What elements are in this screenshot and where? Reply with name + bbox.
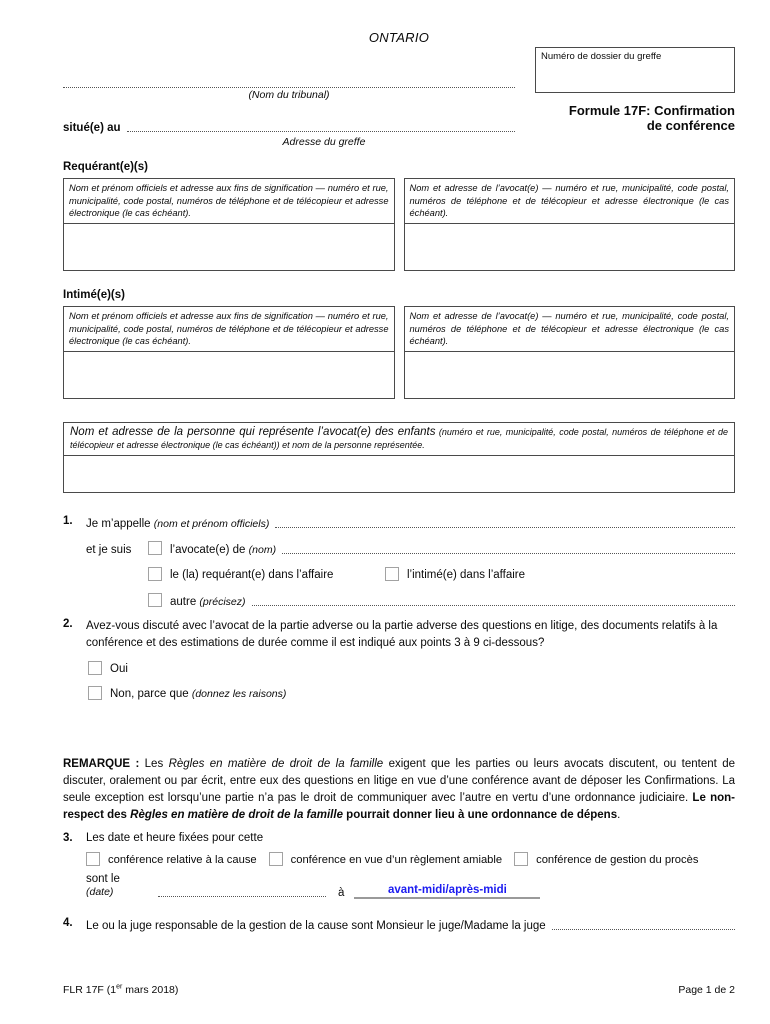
question-3-body [86, 832, 735, 899]
children-representative-box [63, 422, 735, 493]
province-title: ONTARIO [368, 30, 430, 45]
q4-judge-name-line[interactable] [552, 917, 735, 930]
form-title-line1: Formule 17F: Confirmation [568, 103, 735, 118]
q1-applicant-option [148, 567, 385, 582]
q2-question-text: Avez-vous discuté avec l’avocat de la partie adverse ou la partie adverse des questions en litige, des documents relatifs à la conférence et des estimations de durée comme il est indiqué aux points 3 à 9 ci-dessous? [86, 620, 718, 649]
note-bold-prefix: Le non-respect des [63, 792, 735, 821]
q1-name-line[interactable] [275, 515, 735, 528]
respondent-lawyer-box [404, 306, 736, 399]
question-4-body [86, 917, 735, 932]
q1-respondent-label: l’intimé(e) dans l’affaire [407, 568, 526, 581]
respondent-party-box [63, 306, 395, 399]
applicant-box-row [63, 178, 735, 271]
q1-and-i-am: et je suis [86, 544, 132, 556]
question-1 [63, 515, 735, 608]
children-representative-fill[interactable] [64, 456, 734, 492]
children-representative-caption-details: (numéro et rue, municipalité, code postal, numéros de téléphone et de télécopieur et adresse électronique (le cas échéant)) et nom de la personne représentée. [70, 427, 728, 450]
q3-case-conference-label: conférence relative à la cause [108, 853, 257, 866]
q3-are-on-block [86, 873, 158, 899]
q1-applicant-label: le (la) requérant(e) dans l’affaire [170, 568, 334, 581]
q1-other-label: autre [170, 596, 197, 608]
located-at-row [63, 119, 515, 134]
question-2-body [86, 618, 735, 701]
q1-other-row [148, 593, 735, 608]
applicant-party-fill[interactable] [64, 224, 394, 270]
applicant-lawyer-box [404, 178, 736, 271]
note-seg1: Les [144, 758, 164, 770]
form-title [569, 103, 735, 133]
q3-trial-management-label: conférence de gestion du procès [536, 853, 699, 866]
note-rules-italic: Règles en matière de droit de la famille [168, 758, 384, 770]
form-code-prefix: FLR 17F (1 [63, 984, 117, 996]
q2-yes-option [88, 661, 735, 676]
note-label: REMARQUE : [63, 758, 140, 770]
applicant-service-caption: Nom et prénom officiels et adresse aux fins de signification — numéro et rue, municipalité, code postal, numéros de téléphone et de télécopieur et adresse électronique (le cas échéant). [64, 179, 394, 224]
applicant-lawyer-fill[interactable] [405, 224, 735, 270]
q3-conference-options [86, 852, 735, 867]
question-4-number: 4. [63, 917, 73, 929]
applicant-party-box [63, 178, 395, 271]
note-paragraph [63, 756, 735, 824]
q2-options [86, 661, 735, 701]
q2-yes-checkbox[interactable] [88, 661, 102, 675]
form-code-suffix: mars 2018) [122, 984, 179, 996]
q1-other-checkbox[interactable] [148, 593, 162, 607]
q1-other-hint: (précisez) [199, 596, 246, 608]
respondent-party-fill[interactable] [64, 352, 394, 398]
q1-lawyer-checkbox[interactable] [148, 541, 162, 555]
q1-party-row [148, 567, 735, 582]
note-period: . [617, 809, 621, 821]
file-number-box[interactable] [535, 47, 735, 93]
q1-lawyer-of-line[interactable] [282, 541, 735, 554]
respondent-heading: Intimé(e)(s) [63, 289, 125, 301]
respondent-lawyer-fill[interactable] [405, 352, 735, 398]
question-4 [63, 917, 735, 932]
q3-date-hint: (date) [86, 886, 114, 898]
respondent-box-row [63, 306, 735, 399]
q3-ampm-field[interactable]: avant-midi/après-midi [354, 884, 540, 899]
q1-lead: Je m’appelle [86, 518, 151, 530]
note-rules-bold-italic: Règles en matière de droit de la famille [130, 809, 343, 821]
q1-lawyer-hint: (nom) [248, 544, 277, 556]
file-number-label: Numéro de dossier du greffe [541, 51, 662, 62]
note-seg3: exigent que les parties ou leurs avocats discutent, ou tentent de discuter, oralement ou par écrit, entre eux des questions en litige en vue d’une conférence avant de déposer les Confirmations. La seule exception est lorsqu’une partie n’a pas le droit de communiquer avec l’autre en vertu d’une ordonnance judiciaire. [63, 758, 735, 804]
q3-settlement-conference-label: conférence en vue d’un règlement amiable [290, 853, 503, 866]
question-2 [63, 618, 735, 701]
question-3-number: 3. [63, 832, 73, 844]
question-1-number: 1. [63, 515, 73, 527]
q1-applicant-checkbox[interactable] [148, 567, 162, 581]
page-footer [63, 984, 735, 996]
q3-date-line[interactable] [158, 884, 326, 897]
applicant-heading: Requérant(e)(s) [63, 161, 148, 173]
applicant-lawyer-caption: Nom et adresse de l’avocat(e) — numéro et rue, municipalité, code postal, numéros de téléphone et de télécopieur et adresse électronique (le cas échéant). [405, 179, 735, 224]
form-code-superscript: er [116, 983, 123, 991]
form-header [63, 30, 735, 149]
question-1-body [86, 515, 735, 608]
form-title-line2: de conférence [646, 118, 735, 133]
q1-lawyer-label: l’avocate(e) de [170, 544, 246, 556]
q3-case-conference-checkbox[interactable] [86, 852, 100, 866]
court-address-line[interactable] [127, 119, 515, 132]
located-at-label: situé(e) au [63, 122, 121, 134]
court-name-line[interactable] [63, 71, 515, 88]
q1-name-row [86, 515, 735, 530]
court-address-caption: Adresse du greffe [282, 136, 366, 148]
q1-lead-hint: (nom et prénom officiels) [153, 518, 270, 530]
children-representative-caption-main: Nom et adresse de la personne qui représente l’avocat(e) des enfants [70, 426, 436, 438]
question-2-number: 2. [63, 618, 73, 630]
children-representative-caption [64, 423, 734, 456]
q1-other-line[interactable] [252, 593, 735, 606]
q3-date-row [86, 873, 735, 899]
q2-no-option [88, 686, 735, 701]
court-name-caption: (Nom du tribunal) [248, 89, 330, 101]
page-number: Page 1 de 2 [678, 984, 735, 996]
q3-at-label: à [338, 887, 345, 899]
note-bold-suffix: pourrait donner lieu à une ordonnance de dépens [346, 809, 618, 821]
q3-trial-management-checkbox[interactable] [514, 852, 528, 866]
q3-settlement-conference-checkbox[interactable] [269, 852, 283, 866]
q1-lawyer-row [86, 541, 735, 556]
form-code [63, 984, 178, 996]
q1-respondent-checkbox[interactable] [385, 567, 399, 581]
q2-no-hint: (donnez les raisons) [191, 687, 287, 700]
q4-text: Le ou la juge responsable de la gestion de la cause sont Monsieur le juge/Madame la juge [86, 920, 546, 932]
respondent-lawyer-caption: Nom et adresse de l’avocat(e) — numéro et rue, municipalité, code postal, numéros de téléphone et de télécopieur et adresse électronique (le cas échéant). [405, 307, 735, 352]
question-3 [63, 832, 735, 899]
q3-lead: Les date et heure fixées pour cette [86, 832, 264, 844]
q1-respondent-option [385, 567, 525, 582]
q3-are-on-label: sont le [86, 873, 120, 885]
q2-no-checkbox[interactable] [88, 686, 102, 700]
q2-no-label: Non, parce que [110, 687, 189, 700]
q2-yes-label: Oui [110, 662, 128, 675]
respondent-service-caption: Nom et prénom officiels et adresse aux fins de signification — numéro et rue, municipalité, code postal, numéros de téléphone et de télécopieur et adresse électronique (le cas échéant). [64, 307, 394, 352]
